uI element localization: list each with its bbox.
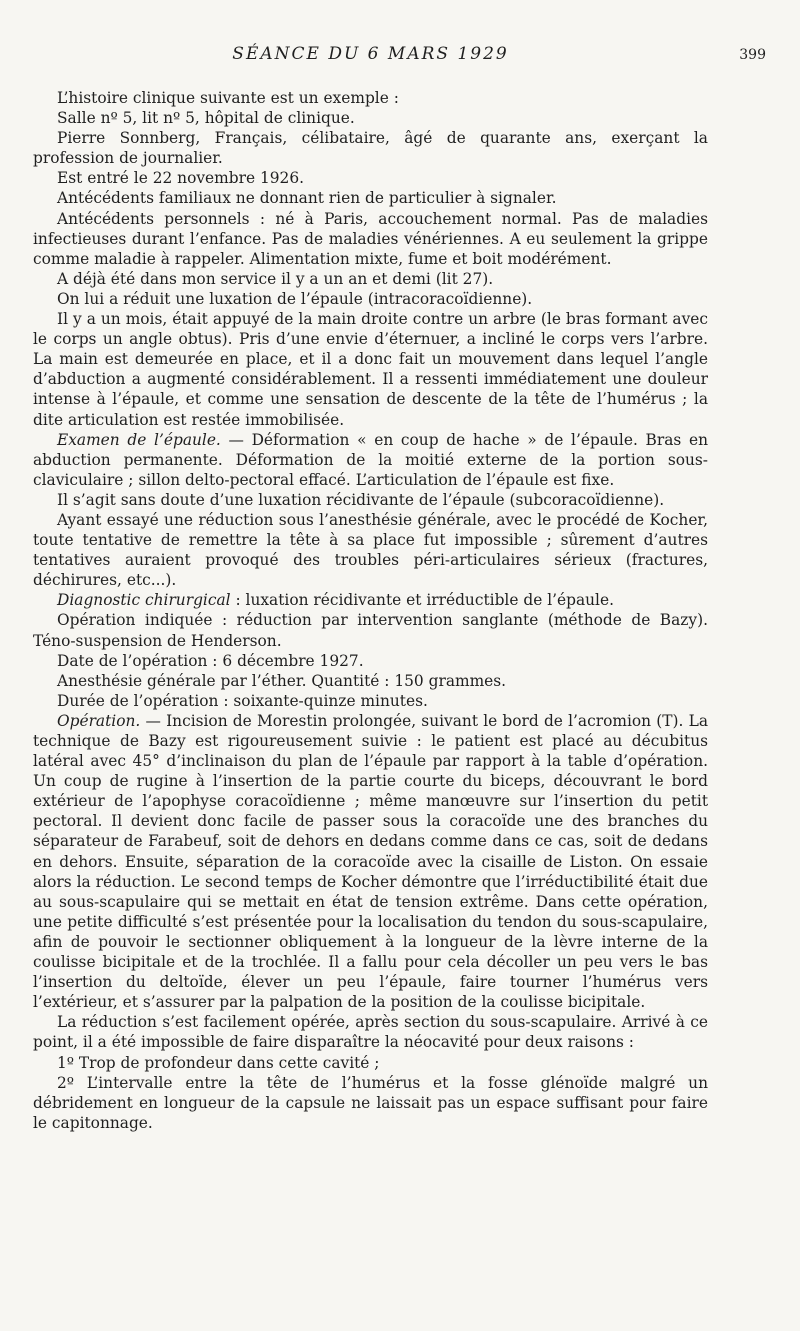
paragraph: Est entré le 22 novembre 1926. — [57, 169, 305, 188]
paragraph: Ayant essayé une réduction sous l’anesthésie générale, avec le procédé de Kocher, toute tentative de remettre la tête à sa place fut impossible ; sûrement d’autres tentatives auraient provoqué des troubles péri-articulaires sérieux (fractures, déchirures, etc...). — [33, 510, 708, 590]
paragraph: Salle nº 5, lit nº 5, hôpital de clinique. — [57, 109, 355, 128]
paragraph: Antécédents personnels : né à Paris, accouchement normal. Pas de maladies infectieuses durant l’enfance. Pas de maladies vénériennes. A eu seulement la grippe comme maladie à rappeler. Alimentation mixte, fume et boit modérément. — [33, 209, 708, 268]
paragraph: Il y a un mois, était appuyé de la main droite contre un arbre (le bras formant avec le corps un angle obtus). Pris d’une envie d’éternuer, a incliné le corps vers l’arbre. La main est demeurée en place, et il a donc fait un mouvement dans lequel l’angle d’abduction a augmenté considérablement. Il a ressenti immédiatement une douleur intense à l’épaule, et comme une sensation de descente de la tête de l’humérus ; la dite articulation est restée immobilisée. — [33, 310, 708, 429]
paragraph: On lui a réduit une luxation de l’épaule (intracoracoïdienne). — [57, 289, 533, 308]
operation-label: Opération. — [57, 711, 141, 730]
paragraph: Il s’agit sans doute d’une luxation récidivante de l’épaule (subcoracoïdienne). — [57, 490, 665, 509]
paragraph: Durée de l’opération : soixante-quinze minutes. — [57, 691, 428, 710]
paragraph: 1º Trop de profondeur dans cette cavité ; — [57, 1053, 380, 1072]
paragraph: Anesthésie générale par l’éther. Quantité : 150 grammes. — [57, 671, 507, 690]
operation-text: — Incision de Morestin prolongée, suivant le bord de l’acromion (T). La technique de Bazy est rigoureusement suivie : le patient est placé au décubitus latéral avec 45° d’inclinaison du plan de l’épaule par rapport à la table d’opération. Un coup de rugine à l’insertion de la partie courte du biceps, découvrant le bord extérieur de l’apophyse coracoïdienne ; même manœuvre sur l’insertion du petit pectoral. Il devient donc facile de passer sous la coracoïde une des branches du séparateur de Farabeuf, soit de dehors en dedans comme dans ce cas, soit de dedans en dehors. Ensuite, séparation de la coracoïde avec la cisaille de Liston. On essaie alors la réduction. Le second temps de Kocher démontre que l’irréductibilité était due au sous-scapulaire qui se mettait en état de tension extrême. Dans cette opération, une petite difficulté s’est présentée pour la localisation du tendon du sous-scapulaire, afin de pouvoir le sectionner obliquement à la longueur de la lèvre interne de la coulisse bicipitale et de la trochlée. Il a fallu pour cela décoller un peu vers le bas l’insertion du deltoïde, élever un peu l’épaule, faire tourner l’humérus vers l’extérieur, et s’assurer par la palpation de la position de la coulisse bicipitale. — [33, 711, 708, 1012]
paragraph: Pierre Sonnberg, Français, célibataire, âgé de quarante ans, exerçant la profession de journalier. — [33, 129, 708, 168]
exam-text: — Déformation « en coup de hache » de l’épaule. Bras en abduction permanente. Déformation de la moitié externe de la portion sous-claviculaire ; sillon delto-pectoral effacé. L’articulation de l’épaule est fixe. — [33, 430, 708, 489]
running-head — [33, 44, 766, 68]
paragraph: La réduction s’est facilement opérée, après section du sous-scapulaire. Arrivé à ce point, il a été impossible de faire disparaître la néocavité pour deux raisons : — [33, 1013, 708, 1052]
diagnosis-text: : luxation récidivante et irréductible de l’épaule. — [230, 591, 614, 610]
diagnosis-label: Diagnostic chirurgical — [57, 591, 231, 610]
body-text — [33, 88, 708, 1133]
paragraph: A déjà été dans mon service il y a un an et demi (lit 27). — [57, 269, 494, 288]
paragraph: 2º L’intervalle entre la tête de l’humérus et la fosse glénoïde malgré un débridement en longueur de la capsule ne laissait pas un espace suffisant pour faire le capitonnage. — [33, 1073, 708, 1132]
paragraph: Date de l’opération : 6 décembre 1927. — [57, 651, 364, 670]
running-title: SÉANCE DU 6 MARS 1929 — [232, 44, 509, 64]
paragraph: L’histoire clinique suivante est un exemple : — [57, 89, 399, 107]
paragraph: Opération indiquée : réduction par intervention sanglante (méthode de Bazy). Téno-suspension de Henderson. — [33, 611, 708, 650]
page-number: 399 — [739, 47, 766, 63]
exam-paragraph — [33, 430, 708, 490]
diagnosis-paragraph — [33, 590, 708, 610]
operation-paragraph — [33, 711, 708, 1012]
paragraph: Antécédents familiaux ne donnant rien de particulier à signaler. — [57, 189, 557, 208]
exam-label: Examen de l’épaule. — [57, 430, 221, 449]
